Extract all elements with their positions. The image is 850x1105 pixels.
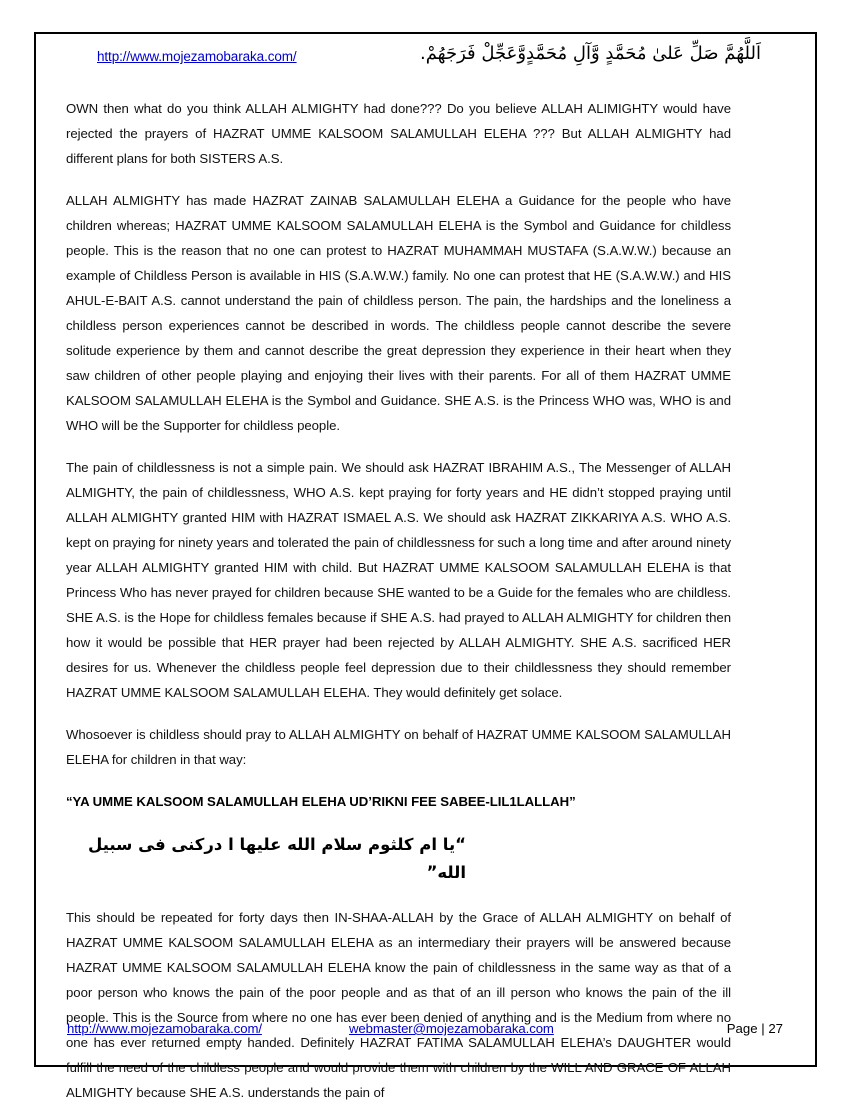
- prayer-transliteration: “YA UMME KALSOOM SALAMULLAH ELEHA UD’RIKNI FEE SABEE-LIL1LALLAH”: [66, 794, 576, 809]
- footer-page-number: Page | 27: [726, 1021, 783, 1036]
- footer-email-link[interactable]: webmaster@mojezamobaraka.com: [349, 1021, 554, 1036]
- page-header: [66, 34, 785, 80]
- paragraph-2: ALLAH ALMIGHTY has made HAZRAT ZAINAB SALAMULLAH ELEHA a Guidance for the people who have children whereas; HAZRAT UMME KALSOOM SALAMULLAH ELEHA is the Symbol and Guidance for childless people. This is the reason that no one can protest to HAZRAT MUHAMMAH MUSTAFA (S.A.W.W.) because an example of Childless Person is available in HIS (S.A.W.W.) family. No one can protest that HE (S.A.W.W.) and HIS AHUL-E-BAIT A.S. cannot understand the pain of childless person. The pain, the hardships and the loneliness a childless person experiences cannot be described in words. The childless people cannot describe the severe solitude experience by them and cannot describe the great depression they experience in their heart when they saw children of other people playing and enjoying their lives with their parents. For all of them HAZRAT UMME KALSOOM SALAMULLAH ELEHA is the Symbol and Guidance. SHE A.S. is the Princess WHO was, WHO is and WHO will be the Supporter for childless people.: [66, 193, 731, 433]
- paragraph-3: The pain of childlessness is not a simple pain. We should ask HAZRAT IBRAHIM A.S., The Messenger of ALLAH ALMIGHTY, the pain of childlessness, WHO A.S. kept praying for forty years and HE didn’t stopped praying until ALLAH ALMIGHTY granted HIM with HAZRAT ISMAEL A.S. We should ask HAZRAT ZIKKARIYA A.S. WHO A.S. kept on praying for ninety years and tolerated the pain of childlessness for such a long time and after around ninety year ALLAH ALMIGHTY granted HIM with child. But HAZRAT UMME KALSOOM SALAMULLAH ELEHA is that Princess Who has never prayed for children because SHE wanted to be a Guide for the females who are childless. SHE A.S. is the Hope for childless females because if SHE A.S. had prayed to ALLAH ALMIGHTY for children then how it would be possible that HER prayer had been rejected by ALLAH ALMIGHTY. SHE A.S. sacrificed HER desires for us. Whenever the childless people feel depression due to their childlessness they should remember HAZRAT UMME KALSOOM SALAMULLAH ELEHA. They would definitely get solace.: [66, 460, 731, 700]
- prayer-arabic: “يا ام كلثوم سلام الله عليها ا دركنى فى سبيل الله”: [87, 835, 466, 882]
- footer-site-link[interactable]: http://www.mojezamobaraka.com/: [67, 1021, 262, 1036]
- header-salawat-arabic: اَللَّهُمَّ صَلِّ عَلىٰ مُحَمَّدٍ وَّآلِ مُحَمَّدٍوَّعَجِّلْ فَرَجَهُمْ.: [419, 43, 761, 64]
- document-body: [66, 96, 731, 1105]
- header-site-link[interactable]: http://www.mojezamobaraka.com/: [97, 49, 297, 64]
- paragraph-5: This should be repeated for forty days then IN-SHAA-ALLAH by the Grace of ALLAH ALMIGHTY on behalf of HAZRAT UMME KALSOOM SALAMULLAH ELEHA as an intermediary their prayers will be answered because HAZRAT UMME KALSOOM SALAMULLAH ELEHA know the pain of childlessness in the same way as that of a poor person who knows the pain of the poor people and as that of an ill person who knows the pain of the ill people. This is the Source from where no one has ever been denied of anything and is the Medium from where no one has ever returned empty handed. Definitely HAZRAT FATIMA SALAMULLAH ELEHA’s DAUGHTER would fulfill the need of the childless people and would provide them with children by the WILL AND GRACE OF ALLAH ALMIGHTY because SHE A.S. understands the pain of: [66, 910, 731, 1100]
- page-footer: [66, 1021, 789, 1043]
- paragraph-1: OWN then what do you think ALLAH ALMIGHTY had done??? Do you believe ALLAH ALIMIGHTY would have rejected the prayers of HAZRAT UMME KALSOOM SALAMULLAH ELEHA ??? But ALLAH ALMIGHTY had different plans for both SISTERS A.S.: [66, 101, 731, 166]
- page-content-area: [36, 34, 815, 1100]
- document-page: [34, 32, 817, 1100]
- paragraph-4: Whosoever is childless should pray to ALLAH ALMIGHTY on behalf of HAZRAT UMME KALSOOM SALAMULLAH ELEHA for children in that way:: [66, 727, 731, 767]
